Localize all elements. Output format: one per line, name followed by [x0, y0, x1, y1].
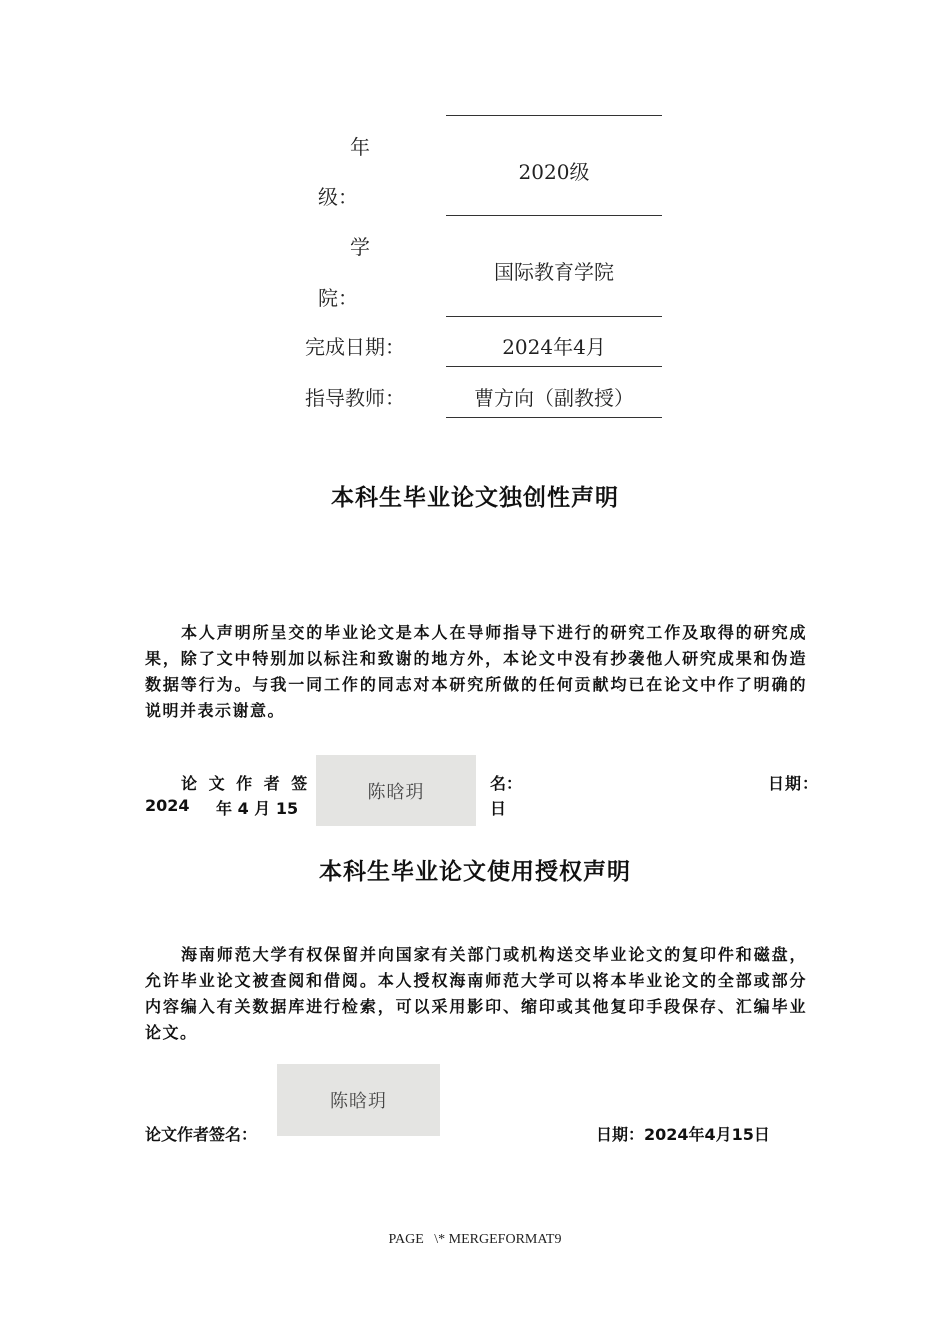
rule-advisor: [446, 417, 662, 418]
originality-date-suffix: 日: [490, 799, 507, 818]
originality-sig-label: 论 文 作 者 签: [181, 774, 310, 793]
advisor-label: 指导教师：: [305, 386, 405, 410]
page-footer-field: PAGE \* MERGEFORMAT9: [388, 1232, 562, 1247]
originality-title: 本科生毕业论文独创性声明: [331, 485, 619, 511]
grade-label-bottom: 级：: [318, 185, 358, 209]
authorization-signature-image: [277, 1064, 440, 1136]
authorization-date: 日期：2024年4月15日: [596, 1125, 770, 1144]
authorization-sig-label: 论文作者签名：: [145, 1125, 258, 1144]
advisor-value: 曹方向（副教授）: [474, 386, 634, 410]
completion-date-value: 2024年4月: [502, 335, 606, 359]
rule-college: [446, 316, 662, 317]
college-value: 国际教育学院: [494, 260, 614, 284]
originality-signature-text: 陈晗玥: [367, 781, 425, 803]
originality-date-label: 日期：: [768, 774, 820, 793]
rule-date: [446, 366, 662, 367]
completion-date-label: 完成日期：: [305, 335, 405, 359]
rule-grade: [446, 215, 662, 216]
originality-sig-label-end: 名：: [490, 774, 523, 793]
grade-value: 2020级: [518, 160, 590, 184]
grade-label-top: 年: [350, 135, 370, 159]
originality-body: 本人声明所呈交的毕业论文是本人在导师指导下进行的研究工作及取得的研究成果，除了文中特别加以标注和致谢的地方外，本论文中没有抄袭他人研究成果和伪造数据等行为。与我一同工作的同志对本研究所做的任何贡献均已在论文中作了明确的说明并表示谢意。: [145, 623, 807, 720]
rule-top: [446, 115, 662, 116]
authorization-body: 海南师范大学有权保留并向国家有关部门或机构送交毕业论文的复印件和磁盘，允许毕业论文被查阅和借阅。本人授权海南师范大学可以将本毕业论文的全部或部分内容编入有关数据库进行检索，可以采用影印、缩印或其他复印手段保存、汇编毕业论文。: [145, 945, 807, 1042]
authorization-signature-text: 陈晗玥: [330, 1091, 387, 1112]
originality-signature-image: [316, 755, 476, 826]
college-label-top: 学: [350, 235, 370, 259]
college-label-bottom: 院：: [318, 286, 358, 310]
authorization-title: 本科生毕业论文使用授权声明: [319, 859, 631, 885]
originality-date-month-day: 年 4 月 15: [216, 799, 299, 818]
originality-date-year: 2024: [145, 796, 190, 815]
